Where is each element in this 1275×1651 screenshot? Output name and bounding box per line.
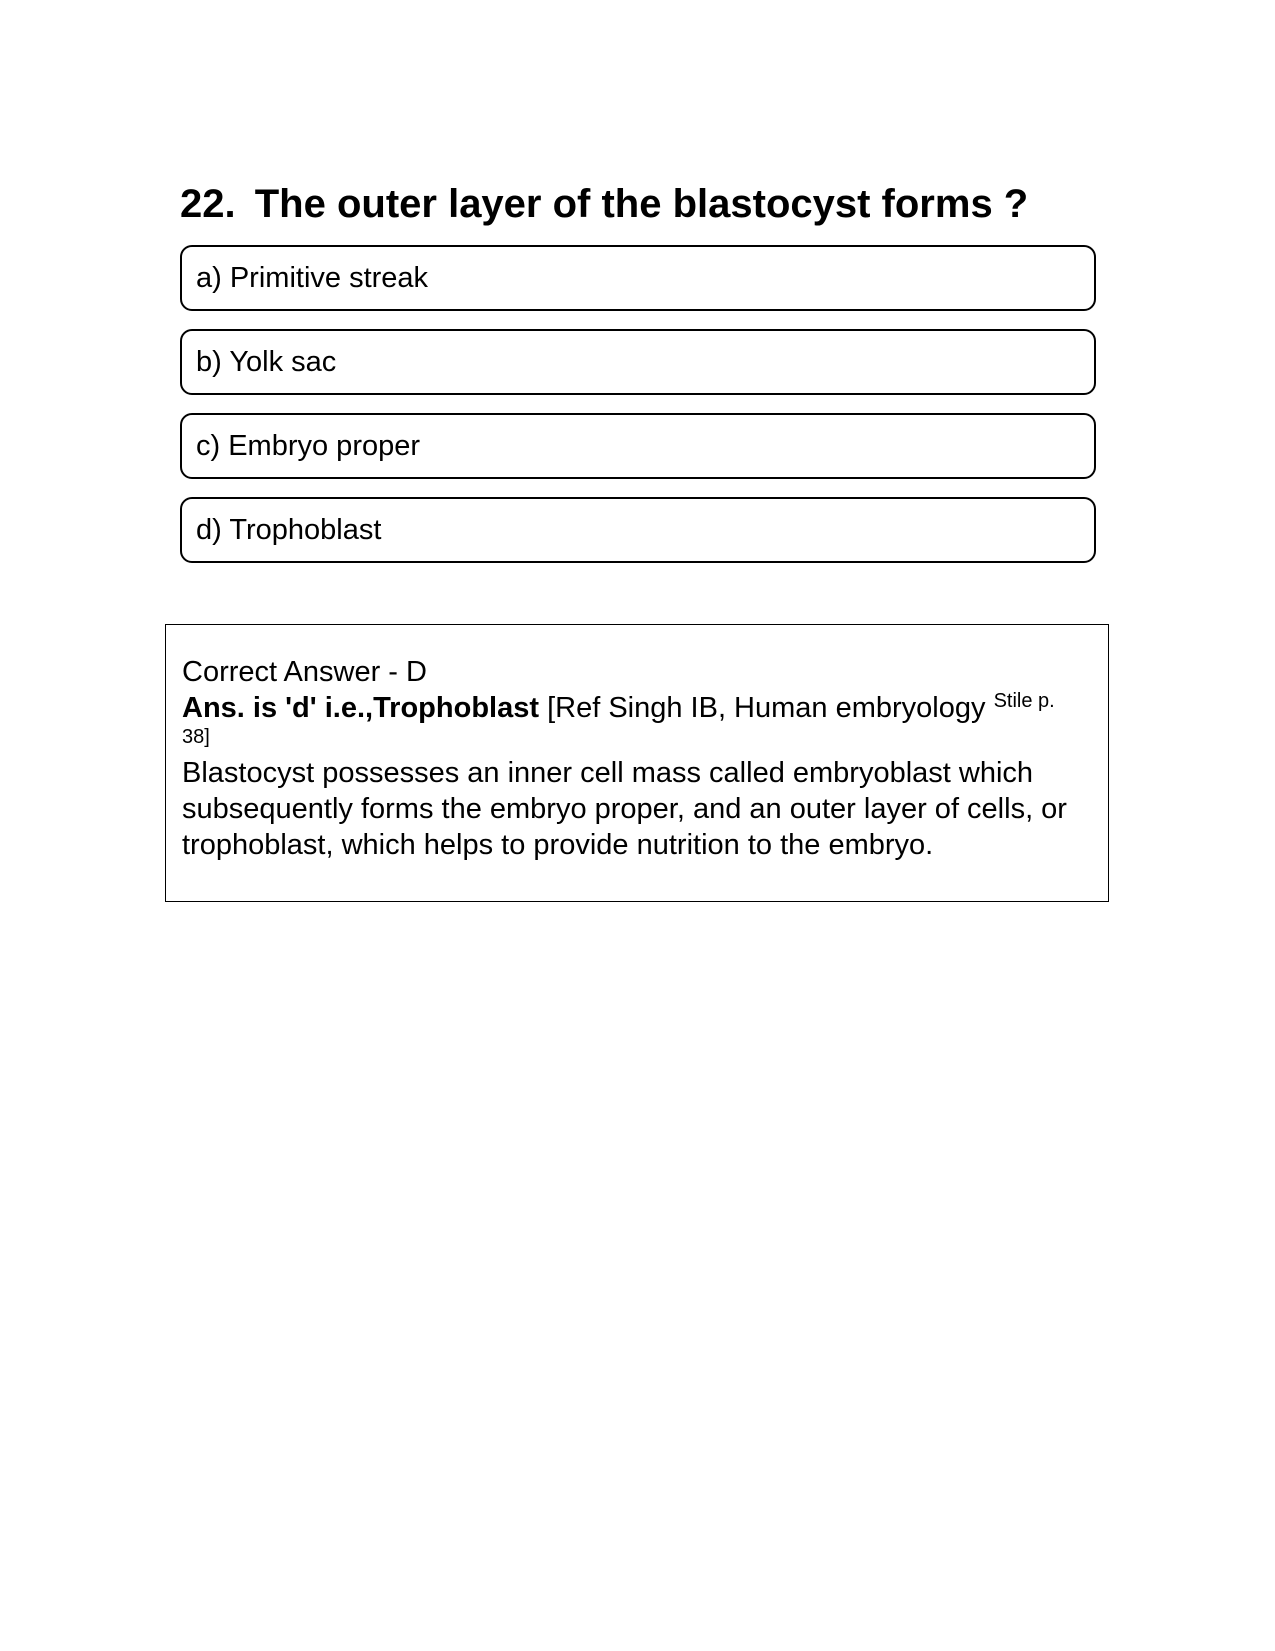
correct-answer-line: Correct Answer - D [182,656,427,688]
option-d-label: d) Trophoblast [196,513,382,546]
answer-explanation-box [165,624,1109,902]
explanation-text: Blastocyst possesses an inner cell mass called embryoblast which subsequently forms the embryo proper, and an outer layer of cells, or trophoblast, which helps to provide nutrition to the embryo. [182,757,1067,861]
answer-bold-text: Ans. is 'd' i.e.,Trophoblast [182,692,540,724]
reference-superscript: Stile p. [993,690,1055,712]
option-c-label: c) Embryo proper [196,429,421,462]
option-b[interactable] [180,329,1096,395]
option-c[interactable] [180,413,1096,479]
question-number: 22. [180,182,236,226]
reference-page: 38] [182,726,210,748]
question-text: The outer layer of the blastocyst forms ? [254,182,1029,226]
question-title [180,176,1120,232]
answer-reference-line [182,691,1094,751]
option-d[interactable] [180,497,1096,563]
option-a-label: a) Primitive streak [196,261,429,294]
option-b-label: b) Yolk sac [196,345,337,378]
option-a[interactable] [180,245,1096,311]
reference-text: [Ref Singh IB, Human embryology [539,692,994,724]
